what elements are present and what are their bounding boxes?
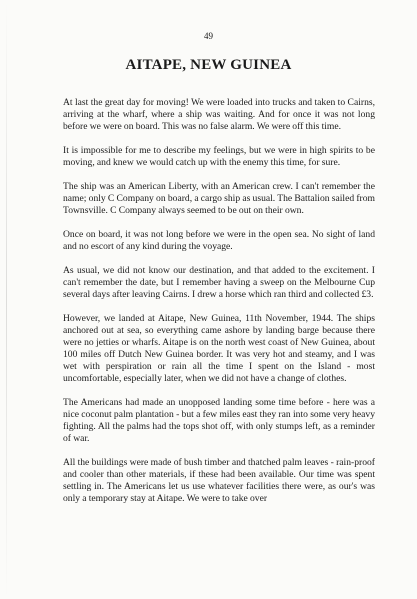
paragraph: Once on board, it was not long before we were in the open sea. No sight of land and no escort of any kind during the voyage.: [63, 229, 375, 252]
page-edge-shadow: [6, 0, 7, 599]
paragraph: However, we landed at Aitape, New Guinea, 11th November, 1944. The ships anchored out at sea, so everything came ashore by landing barge because there were no jetties or wharfs. Aitape is on the north west coast of New Guinea, about 100 miles off Dutch New Guinea border. It was very hot and steamy, and I was wet with perspiration or rain all the time I spent on the Island - most uncomfortable, especially later, when we did not have a change of clothes.: [63, 313, 375, 384]
paragraph: The ship was an American Liberty, with an American crew. I can't remember the name; only C Company on board, a cargo ship as usual. The Battalion sailed from Townsville. C Company always seemed to be out on their own.: [63, 181, 375, 216]
paragraph: All the buildings were made of bush timber and thatched palm leaves - rain-proof and cooler than other materials, if these had been available. Our time was spent settling in. The Americans let us use whatever facilities there were, as our's was only a temporary stay at Aitape. We were to take over: [63, 457, 375, 504]
paragraph: At last the great day for moving! We were loaded into trucks and taken to Cairns, arriving at the wharf, where a ship was waiting. And for once it was not long before we were on board. This was no false alarm. We were off this time.: [63, 97, 375, 132]
chapter-title: AITAPE, NEW GUINEA: [125, 57, 292, 73]
page-number: 49: [204, 31, 213, 41]
paragraph: The Americans had made an unopposed landing some time before - here was a nice coconut palm plantation - but a few miles east they ran into some very heavy fighting. All the palms had the tops shot off, with only stumps left, as a reminder of war.: [63, 397, 375, 444]
paragraph: As usual, we did not know our destination, and that added to the excitement. I can't remember the date, but I remember having a sweep on the Melbourne Cup several days after leaving Cairns. I drew a horse which ran third and collected £3.: [63, 265, 375, 300]
body-text: [63, 97, 375, 517]
paragraph: It is impossible for me to describe my feelings, but we were in high spirits to be moving, and knew we would catch up with the enemy this time, for sure.: [63, 145, 375, 168]
